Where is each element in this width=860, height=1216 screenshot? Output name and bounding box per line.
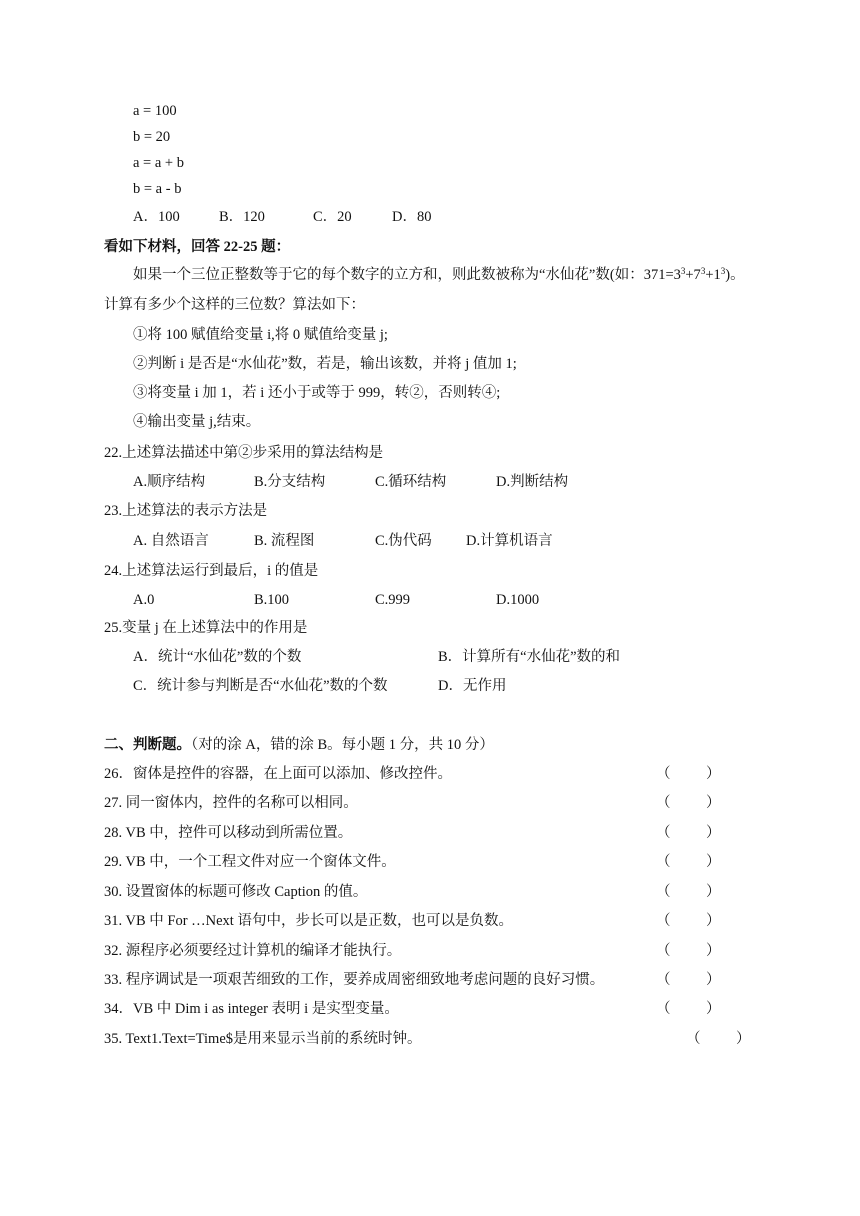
judgment-item: 34．VB 中 Dim i as integer 表明 i 是实型变量。	[104, 1001, 399, 1017]
option-a: A.0	[133, 592, 155, 608]
answer-paren-close: ）	[706, 884, 721, 900]
question-stem: 22.上述算法描述中第②步采用的算法结构是	[104, 445, 384, 461]
answer-paren-close: ）	[706, 825, 721, 841]
answer-paren-open: （	[656, 913, 671, 929]
option-b: B. 流程图	[254, 533, 315, 549]
option-d: D.计算机语言	[466, 533, 553, 549]
option-b: B.100	[254, 592, 290, 608]
answer-paren-open: （	[656, 854, 671, 870]
algorithm-step: ①将 100 赋值给变量 i,将 0 赋值给变量 j;	[133, 327, 388, 343]
answer-paren-close: ）	[736, 1031, 751, 1047]
material-text: 如果一个三位正整数等于它的每个数字的立方和，则此数被称为“水仙花”数(如：371=3	[133, 267, 681, 283]
superscript: 3	[680, 266, 686, 276]
answer-paren-open: （	[656, 884, 671, 900]
answer-paren-open: （	[686, 1031, 701, 1047]
section-title: 二、判断题。	[104, 737, 191, 753]
option-d: D．80	[392, 209, 432, 225]
option-a: A.顺序结构	[133, 474, 206, 490]
code-line: b = 20	[133, 129, 171, 145]
material-text: +7	[685, 267, 701, 283]
code-line: a = 100	[133, 103, 177, 119]
material-text: +1	[705, 267, 721, 283]
judgment-item: 29. VB 中，一个工程文件对应一个窗体文件。	[104, 854, 396, 870]
answer-paren-open: （	[656, 972, 671, 988]
judgment-item: 31. VB 中 For …Next 语句中，步长可以是正数，也可以是负数。	[104, 913, 513, 929]
code-line: b = a - b	[133, 181, 182, 197]
answer-paren-open: （	[656, 825, 671, 841]
algorithm-step: ④输出变量 j,结束。	[133, 414, 261, 430]
judgment-item: 30. 设置窗体的标题可修改 Caption 的值。	[104, 884, 368, 900]
option-b: B.分支结构	[254, 474, 326, 490]
option-d: D．无作用	[438, 678, 507, 694]
answer-paren-open: （	[656, 766, 671, 782]
question-stem: 24.上述算法运行到最后，i 的值是	[104, 563, 319, 579]
answer-paren-close: ）	[706, 1001, 721, 1017]
option-a: A．统计“水仙花”数的个数	[133, 649, 302, 665]
answer-paren-open: （	[656, 795, 671, 811]
answer-paren-close: ）	[706, 972, 721, 988]
answer-paren-close: ）	[706, 913, 721, 929]
answer-paren-open: （	[656, 943, 671, 959]
question-stem: 25.变量 j 在上述算法中的作用是	[104, 620, 308, 636]
option-d: D.判断结构	[496, 474, 569, 490]
answer-paren-close: ）	[706, 854, 721, 870]
algorithm-step: ③将变量 i 加 1，若 i 还小于或等于 999，转②，否则转④;	[133, 385, 501, 401]
answer-paren-close: ）	[706, 943, 721, 959]
option-a: A．100	[133, 209, 180, 225]
material-line-1	[133, 266, 745, 284]
section-2-header	[104, 736, 494, 754]
option-b: B．计算所有“水仙花”数的和	[438, 649, 621, 665]
material-line-2: 计算有多少个这样的三位数？算法如下：	[104, 297, 365, 313]
answer-paren-close: ）	[706, 795, 721, 811]
judgment-item: 28. VB 中，控件可以移动到所需位置。	[104, 825, 353, 841]
judgment-item: 33. 程序调试是一项艰苦细致的工作，要养成周密细致地考虑问题的良好习惯。	[104, 972, 605, 988]
code-line: a = a + b	[133, 155, 184, 171]
option-c: C．20	[313, 209, 352, 225]
judgment-item: 26．窗体是控件的容器，在上面可以添加、修改控件。	[104, 766, 452, 782]
option-a: A. 自然语言	[133, 533, 209, 549]
algorithm-step: ②判断 i 是否是“水仙花”数，若是，输出该数，并将 j 值加 1;	[133, 356, 517, 372]
material-header: 看如下材料，回答 22-25 题：	[104, 239, 291, 255]
option-c: C.伪代码	[375, 533, 432, 549]
section-note: （对的涂 A，错的涂 B。每小题 1 分，共 10 分）	[191, 737, 494, 753]
option-c: C.循环结构	[375, 474, 447, 490]
option-d: D.1000	[496, 592, 540, 608]
option-c: C．统计参与判断是否“水仙花”数的个数	[133, 678, 388, 694]
option-b: B．120	[219, 209, 265, 225]
question-stem: 23.上述算法的表示方法是	[104, 503, 268, 519]
answer-paren-open: （	[656, 1001, 671, 1017]
superscript: 3	[720, 266, 726, 276]
judgment-item: 35. Text1.Text=Time$是用来显示当前的系统时钟。	[104, 1031, 422, 1047]
superscript: 3	[700, 266, 706, 276]
judgment-item: 32. 源程序必须要经过计算机的编译才能执行。	[104, 943, 402, 959]
judgment-item: 27. 同一窗体内，控件的名称可以相同。	[104, 795, 358, 811]
material-text: )。	[725, 267, 745, 283]
option-c: C.999	[375, 592, 411, 608]
answer-paren-close: ）	[706, 766, 721, 782]
